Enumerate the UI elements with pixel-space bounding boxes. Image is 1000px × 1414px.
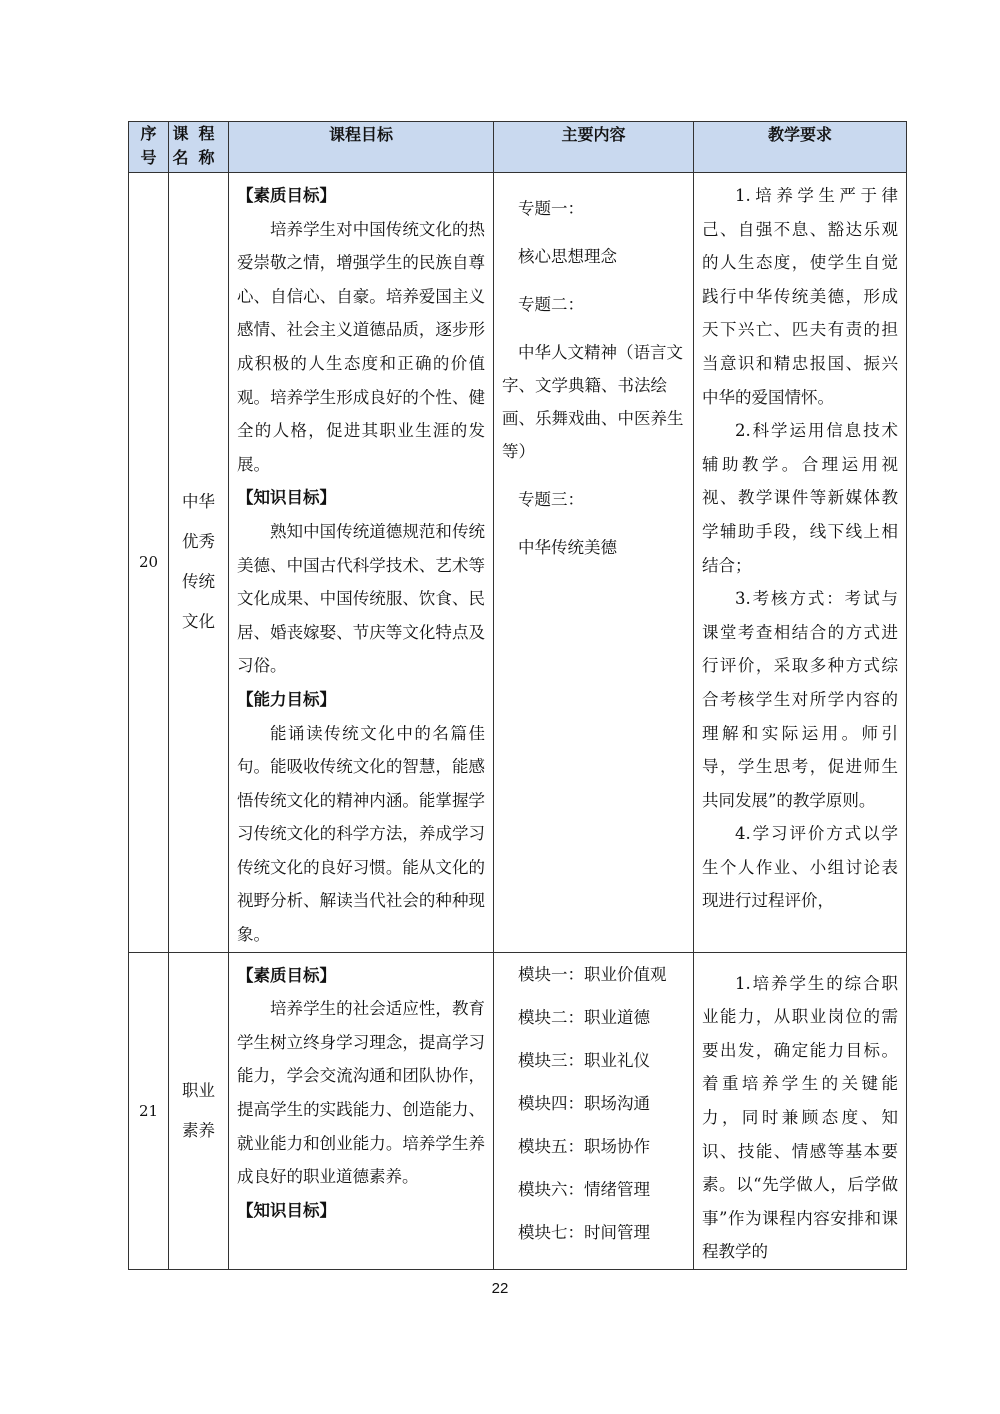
module-item: 模块七：时间管理 xyxy=(518,1222,650,1242)
row-number: 21 xyxy=(129,952,169,1269)
requirement-item: 3.考核方式：考试与课堂考查相结合的方式进行评价，采取多种方式综合考核学生对所学内容的理解和实际运用。师引导，学生思考，促进师生共同发展”的教学原则。 xyxy=(702,589,898,810)
module-item: 模块四：职场沟通 xyxy=(518,1093,650,1113)
objective-text: 能诵读传统文化中的名篇佳句。能吸收传统文化的智慧，能感悟传统文化的精神内涵。能掌握学习传统文化的科学方法，养成学习传统文化的良好习惯。能从文化的视野分析、解读当代社会的种种现象。 xyxy=(237,723,485,945)
topic-title: 专题一： xyxy=(518,199,584,218)
objective-heading: 【素质目标】 xyxy=(237,186,336,205)
objective-text: 培养学生的社会适应性，教育学生树立终身学习理念，提高学习能力，学会交流沟通和团队协作，提高学生的实践能力、创造能力、就业能力和创业能力。培养学生养成良好的职业道德素养。 xyxy=(237,999,485,1187)
module-item: 模块六：情绪管理 xyxy=(518,1179,650,1199)
teaching-requirements xyxy=(694,173,907,953)
requirement-item: 1.培养学生的综合职业能力，从职业岗位的需要出发，确定能力目标。着重培养学生的关键能力，同时兼顾态度、知识、技能、情感等基本要素。以“先学做人，后学做事”作为课程内容安排和课程教学的 xyxy=(702,973,898,1262)
row-number: 20 xyxy=(129,173,169,953)
teaching-requirements xyxy=(694,952,907,1269)
topic-text: 中华传统美德 xyxy=(518,538,617,557)
course-name: 中华 优秀 传统 文化 xyxy=(169,173,229,953)
topic-text: 核心思想理念 xyxy=(518,247,617,266)
course-content xyxy=(494,173,694,953)
module-item: 模块三：职业礼仪 xyxy=(518,1050,650,1070)
requirement-item: 1.培养学生严于律己、自强不息、豁达乐观的人生态度，使学生自觉践行中华传统美德，形成天下兴亡、匹夫有责的担当意识和精忠报国、振兴中华的爱国情怀。 xyxy=(702,186,898,407)
requirement-item: 2.科学运用信息技术辅助教学。合理运用视视、教学课件等新媒体教学辅助手段，线下线上相结合； xyxy=(702,421,898,575)
header-course-name: 课程 名称 xyxy=(169,122,229,173)
course-objectives xyxy=(229,173,494,953)
table-header-row xyxy=(129,122,907,173)
module-item: 模块一：职业价值观 xyxy=(518,964,667,984)
objective-heading: 【知识目标】 xyxy=(237,488,336,508)
topic-title: 专题二： xyxy=(518,295,584,314)
objective-text: 熟知中国传统道德规范和传统美德、中国古代科学技术、艺术等文化成果、中国传统服、饮食、民居、婚丧嫁娶、节庆等文化特点及习俗。 xyxy=(237,521,485,676)
objective-heading: 【能力目标】 xyxy=(237,689,336,709)
module-item: 模块二：职业道德 xyxy=(518,1007,650,1027)
objective-text: 培养学生对中国传统文化的热爱崇敬之情，增强学生的民族自尊心、自信心、自豪。培养爱国主义感情、社会主义道德品质，逐步形成积极的人生态度和正确的价值观。培养学生形成良好的个性、健全的人格，促进其职业生涯的发展。 xyxy=(237,219,485,474)
course-table xyxy=(128,121,907,1270)
topic-title: 专题三： xyxy=(518,490,584,509)
objective-heading: 【知识目标】 xyxy=(237,1200,336,1220)
module-item: 模块五：职场协作 xyxy=(518,1136,650,1156)
header-requirements: 教学要求 xyxy=(694,122,907,173)
table-row xyxy=(129,952,907,1269)
course-name: 职业 素养 xyxy=(169,952,229,1269)
topic-text: 中华人文精神（语言文字、文学典籍、书法绘画、乐舞戏曲、中医养生等） xyxy=(502,343,684,461)
objective-heading: 【素质目标】 xyxy=(237,965,336,985)
course-objectives xyxy=(229,952,494,1269)
table-row xyxy=(129,173,907,953)
page-number: 22 xyxy=(491,1280,509,1297)
course-content xyxy=(494,952,694,1269)
requirement-item: 4.学习评价方式以学生个人作业、小组讨论表现进行过程评价， xyxy=(702,824,898,911)
header-objectives: 课程目标 xyxy=(229,122,494,173)
header-content: 主要内容 xyxy=(494,122,694,173)
header-number: 序 号 xyxy=(129,122,169,173)
